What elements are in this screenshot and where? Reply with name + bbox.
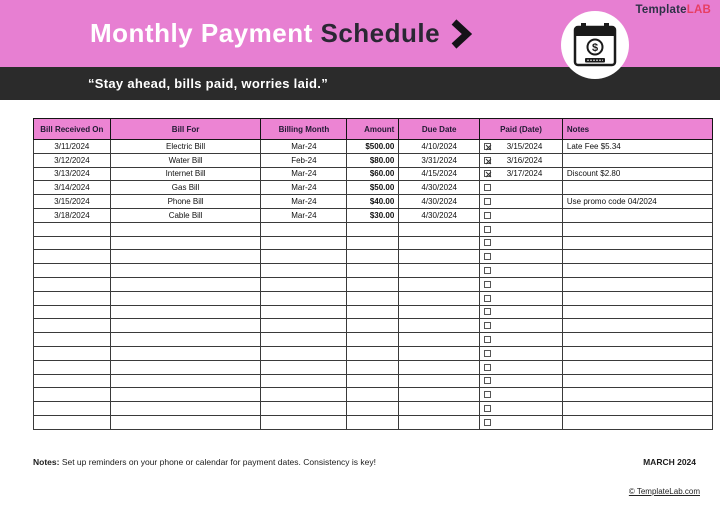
cell-amount: $50.00 <box>347 181 399 195</box>
cell-amount <box>347 250 399 264</box>
cell-paid <box>480 402 563 416</box>
cell-notes <box>562 153 712 167</box>
paid-checkbox[interactable] <box>484 350 491 357</box>
payment-schedule-table <box>33 118 713 430</box>
cell-notes <box>562 319 712 333</box>
table-row-empty <box>34 305 713 319</box>
cell-due-date <box>399 319 480 333</box>
paid-checkbox[interactable] <box>484 253 491 260</box>
cell-bill-for <box>110 291 261 305</box>
cell-amount <box>347 264 399 278</box>
cell-billing-month: Mar-24 <box>261 208 347 222</box>
table-row-empty <box>34 346 713 360</box>
cell-paid <box>480 153 563 167</box>
cell-amount: $80.00 <box>347 153 399 167</box>
cell-bill-for <box>110 346 261 360</box>
cell-bill-received: 3/13/2024 <box>34 167 111 181</box>
cell-amount: $30.00 <box>347 208 399 222</box>
table-body <box>34 140 713 430</box>
cell-bill-received <box>34 333 111 347</box>
paid-checkbox[interactable] <box>484 377 491 384</box>
cell-notes: Discount $2.80 <box>562 167 712 181</box>
cell-notes <box>562 360 712 374</box>
cell-paid <box>480 388 563 402</box>
cell-amount: $40.00 <box>347 195 399 209</box>
cell-billing-month <box>261 374 347 388</box>
cell-amount <box>347 360 399 374</box>
cell-due-date <box>399 264 480 278</box>
templatelab-link[interactable]: © TemplateLab.com <box>628 487 700 496</box>
cell-due-date <box>399 333 480 347</box>
cell-bill-received <box>34 346 111 360</box>
cell-notes <box>562 250 712 264</box>
cell-paid <box>480 360 563 374</box>
table-row-empty <box>34 291 713 305</box>
cell-bill-received <box>34 264 111 278</box>
cell-bill-for <box>110 388 261 402</box>
cell-paid <box>480 333 563 347</box>
cell-paid <box>480 250 563 264</box>
column-header-amount: Amount <box>347 119 399 140</box>
cell-paid <box>480 346 563 360</box>
cell-bill-received <box>34 319 111 333</box>
paid-checkbox[interactable] <box>484 198 491 205</box>
cell-bill-for: Phone Bill <box>110 195 261 209</box>
chevron-right-icon <box>450 19 472 49</box>
cell-bill-received: 3/12/2024 <box>34 153 111 167</box>
cell-bill-for <box>110 236 261 250</box>
cell-bill-for: Water Bill <box>110 153 261 167</box>
cell-billing-month: Mar-24 <box>261 195 347 209</box>
cell-billing-month <box>261 277 347 291</box>
logo-part1: Template <box>635 4 687 16</box>
cell-bill-received: 3/15/2024 <box>34 195 111 209</box>
cell-paid <box>480 236 563 250</box>
cell-billing-month: Mar-24 <box>261 140 347 154</box>
cell-bill-for <box>110 415 261 429</box>
cell-amount <box>347 388 399 402</box>
table-row-empty <box>34 402 713 416</box>
table-row-empty <box>34 374 713 388</box>
cell-paid <box>480 415 563 429</box>
page-title-part2: Schedule <box>312 18 441 48</box>
cell-due-date: 4/10/2024 <box>399 140 480 154</box>
cell-billing-month: Mar-24 <box>261 181 347 195</box>
cell-due-date: 4/30/2024 <box>399 195 480 209</box>
paid-checkbox[interactable] <box>484 364 491 371</box>
cell-paid <box>480 222 563 236</box>
cell-notes <box>562 374 712 388</box>
cell-bill-for <box>110 319 261 333</box>
cell-paid <box>480 264 563 278</box>
cell-amount: $60.00 <box>347 167 399 181</box>
cell-billing-month: Feb-24 <box>261 153 347 167</box>
cell-billing-month <box>261 415 347 429</box>
footer-notes <box>33 457 376 467</box>
cell-amount <box>347 319 399 333</box>
cell-notes <box>562 277 712 291</box>
cell-paid <box>480 277 563 291</box>
cell-billing-month <box>261 264 347 278</box>
cell-bill-received <box>34 360 111 374</box>
cell-billing-month <box>261 291 347 305</box>
cell-billing-month <box>261 402 347 416</box>
cell-notes <box>562 346 712 360</box>
cell-bill-received <box>34 388 111 402</box>
cell-notes <box>562 208 712 222</box>
cell-bill-received <box>34 415 111 429</box>
cell-bill-for <box>110 374 261 388</box>
cell-notes <box>562 264 712 278</box>
templatelab-logo <box>636 4 711 16</box>
cell-billing-month <box>261 333 347 347</box>
cell-paid <box>480 291 563 305</box>
cell-billing-month <box>261 360 347 374</box>
table-row <box>34 153 713 167</box>
cell-notes: Use promo code 04/2024 <box>562 195 712 209</box>
column-header-billing-month: Billing Month <box>261 119 347 140</box>
table-row-empty <box>34 222 713 236</box>
cell-bill-received <box>34 277 111 291</box>
paid-date: 3/16/2024 <box>506 155 543 165</box>
cell-bill-for <box>110 333 261 347</box>
paid-checkbox[interactable] <box>484 184 491 191</box>
cell-notes <box>562 222 712 236</box>
cell-bill-for <box>110 250 261 264</box>
cell-amount <box>347 305 399 319</box>
column-header-notes: Notes <box>562 119 712 140</box>
calendar-dollar-icon <box>561 11 629 79</box>
cell-due-date <box>399 291 480 305</box>
table-row <box>34 181 713 195</box>
paid-checkbox-checked[interactable] <box>484 157 491 164</box>
paid-checkbox[interactable] <box>484 391 491 398</box>
cell-amount <box>347 346 399 360</box>
column-header-paid-date: Paid (Date) <box>480 119 563 140</box>
paid-checkbox-checked[interactable] <box>484 143 491 150</box>
cell-amount <box>347 277 399 291</box>
table-row <box>34 167 713 181</box>
cell-bill-for: Gas Bill <box>110 181 261 195</box>
paid-date: 3/15/2024 <box>506 141 543 151</box>
cell-billing-month <box>261 346 347 360</box>
paid-checkbox[interactable] <box>484 322 491 329</box>
paid-checkbox[interactable] <box>484 295 491 302</box>
column-header-bill-for: Bill For <box>110 119 261 140</box>
paid-checkbox[interactable] <box>484 308 491 315</box>
cell-bill-received <box>34 374 111 388</box>
cell-notes: Late Fee $5.34 <box>562 140 712 154</box>
table-row-empty <box>34 264 713 278</box>
cell-bill-for <box>110 222 261 236</box>
cell-bill-for: Internet Bill <box>110 167 261 181</box>
cell-billing-month: Mar-24 <box>261 167 347 181</box>
cell-billing-month <box>261 250 347 264</box>
cell-notes <box>562 333 712 347</box>
table-row-empty <box>34 250 713 264</box>
cell-amount <box>347 402 399 416</box>
cell-notes <box>562 402 712 416</box>
footer-notes-label: Notes: <box>33 457 60 467</box>
paid-checkbox[interactable] <box>484 419 491 426</box>
cell-amount <box>347 415 399 429</box>
cell-due-date: 4/30/2024 <box>399 181 480 195</box>
cell-bill-for <box>110 402 261 416</box>
cell-amount <box>347 222 399 236</box>
table-row-empty <box>34 360 713 374</box>
paid-checkbox-checked[interactable] <box>484 170 491 177</box>
cell-notes <box>562 181 712 195</box>
cell-amount <box>347 374 399 388</box>
cell-due-date <box>399 346 480 360</box>
paid-checkbox[interactable] <box>484 267 491 274</box>
cell-billing-month <box>261 319 347 333</box>
cell-paid <box>480 181 563 195</box>
cell-paid <box>480 319 563 333</box>
cell-amount <box>347 291 399 305</box>
cell-bill-received: 3/14/2024 <box>34 181 111 195</box>
table-row-empty <box>34 415 713 429</box>
tagline-text: “Stay ahead, bills paid, worries laid.” <box>88 76 328 91</box>
svg-text:$: $ <box>591 42 599 54</box>
paid-checkbox[interactable] <box>484 212 491 219</box>
table-row <box>34 140 713 154</box>
cell-due-date <box>399 415 480 429</box>
cell-bill-received <box>34 402 111 416</box>
paid-checkbox[interactable] <box>484 281 491 288</box>
column-header-bill-received-on: Bill Received On <box>34 119 111 140</box>
cell-bill-received: 3/11/2024 <box>34 140 111 154</box>
logo-part2: LAB <box>686 4 711 16</box>
cell-billing-month <box>261 305 347 319</box>
page-title <box>90 0 472 67</box>
cell-bill-for: Electric Bill <box>110 140 261 154</box>
cell-due-date <box>399 374 480 388</box>
cell-bill-received <box>34 250 111 264</box>
cell-due-date <box>399 402 480 416</box>
cell-paid <box>480 167 563 181</box>
cell-bill-for <box>110 264 261 278</box>
paid-checkbox[interactable] <box>484 405 491 412</box>
cell-bill-received <box>34 305 111 319</box>
cell-amount: $500.00 <box>347 140 399 154</box>
footer-period: MARCH 2024 <box>643 457 696 467</box>
cell-bill-for <box>110 305 261 319</box>
page-title-part1: Monthly Payment <box>90 18 313 48</box>
table-header-row <box>34 119 713 140</box>
cell-notes <box>562 236 712 250</box>
cell-notes <box>562 388 712 402</box>
table-row-empty <box>34 277 713 291</box>
cell-notes <box>562 291 712 305</box>
paid-checkbox[interactable] <box>484 336 491 343</box>
cell-amount <box>347 236 399 250</box>
cell-billing-month <box>261 236 347 250</box>
cell-due-date <box>399 305 480 319</box>
cell-bill-for <box>110 360 261 374</box>
cell-paid <box>480 140 563 154</box>
table-row-empty <box>34 236 713 250</box>
cell-notes <box>562 305 712 319</box>
table-row <box>34 195 713 209</box>
cell-amount <box>347 333 399 347</box>
cell-due-date <box>399 388 480 402</box>
cell-due-date <box>399 236 480 250</box>
table-row-empty <box>34 319 713 333</box>
cell-bill-received <box>34 222 111 236</box>
paid-checkbox[interactable] <box>484 239 491 246</box>
table-row <box>34 208 713 222</box>
cell-due-date: 4/30/2024 <box>399 208 480 222</box>
paid-date: 3/17/2024 <box>506 169 543 179</box>
cell-due-date <box>399 360 480 374</box>
cell-paid <box>480 305 563 319</box>
cell-bill-received <box>34 291 111 305</box>
cell-bill-for: Cable Bill <box>110 208 261 222</box>
cell-paid <box>480 195 563 209</box>
column-header-due-date: Due Date <box>399 119 480 140</box>
paid-checkbox[interactable] <box>484 226 491 233</box>
cell-due-date <box>399 250 480 264</box>
cell-notes <box>562 415 712 429</box>
cell-due-date <box>399 222 480 236</box>
cell-bill-received: 3/18/2024 <box>34 208 111 222</box>
table-row-empty <box>34 333 713 347</box>
cell-due-date: 4/15/2024 <box>399 167 480 181</box>
footer-notes-text: Set up reminders on your phone or calendar for payment dates. Consistency is key! <box>59 457 377 467</box>
cell-bill-for <box>110 277 261 291</box>
cell-paid <box>480 208 563 222</box>
cell-billing-month <box>261 388 347 402</box>
cell-due-date: 3/31/2024 <box>399 153 480 167</box>
cell-due-date <box>399 277 480 291</box>
cell-billing-month <box>261 222 347 236</box>
table-row-empty <box>34 388 713 402</box>
cell-bill-received <box>34 236 111 250</box>
cell-paid <box>480 374 563 388</box>
